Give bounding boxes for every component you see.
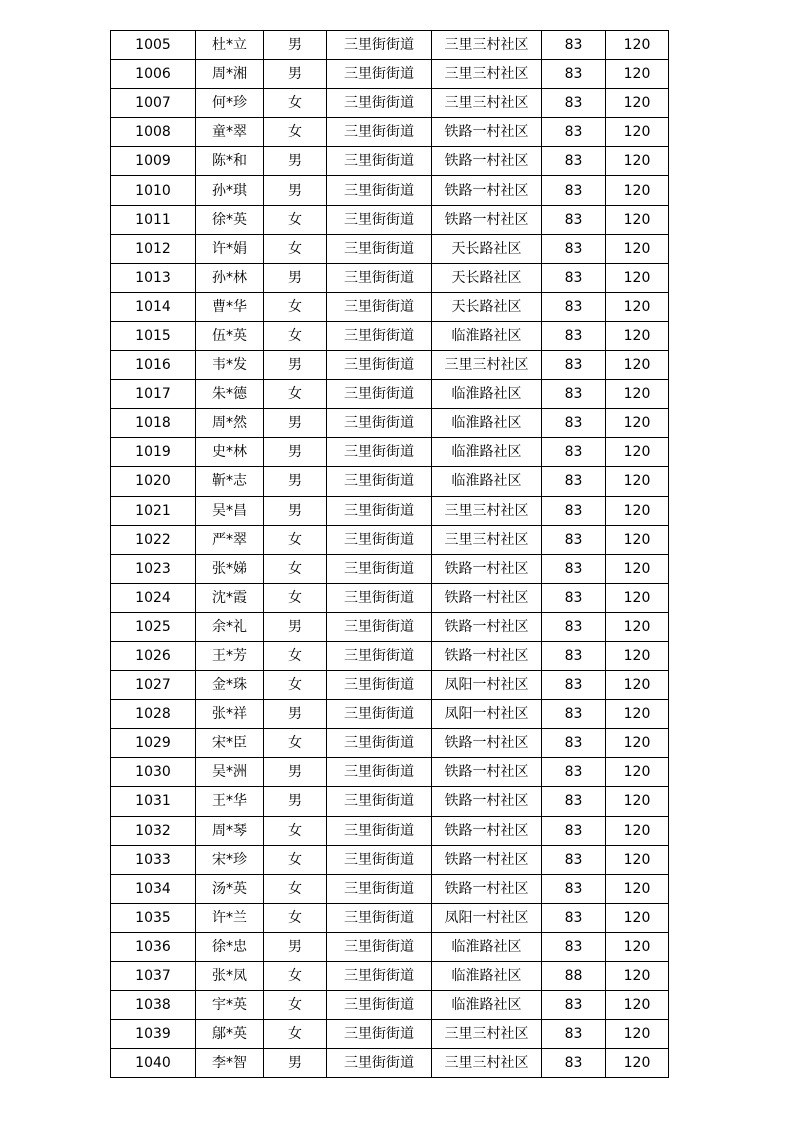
id-cell: 1014 [111, 292, 196, 321]
id-cell: 1022 [111, 525, 196, 554]
name-cell: 汤*英 [196, 874, 264, 903]
name-cell: 徐*忠 [196, 932, 264, 961]
value-cell: 83 [542, 176, 606, 205]
street-cell: 三里街街道 [327, 787, 432, 816]
amount-cell: 120 [606, 234, 669, 263]
street-cell: 三里街街道 [327, 700, 432, 729]
table-row [111, 932, 669, 961]
name-cell: 杜*立 [196, 31, 264, 60]
id-cell: 1031 [111, 787, 196, 816]
gender-cell: 女 [264, 554, 327, 583]
id-cell: 1020 [111, 467, 196, 496]
amount-cell: 120 [606, 816, 669, 845]
gender-cell: 女 [264, 583, 327, 612]
name-cell: 鄔*英 [196, 1020, 264, 1049]
amount-cell: 120 [606, 147, 669, 176]
gender-cell: 男 [264, 438, 327, 467]
community-cell: 天长路社区 [432, 292, 542, 321]
street-cell: 三里街街道 [327, 1020, 432, 1049]
amount-cell: 120 [606, 321, 669, 350]
gender-cell: 女 [264, 118, 327, 147]
gender-cell: 女 [264, 729, 327, 758]
gender-cell: 女 [264, 845, 327, 874]
table-row [111, 583, 669, 612]
street-cell: 三里街街道 [327, 758, 432, 787]
name-cell: 宋*臣 [196, 729, 264, 758]
gender-cell: 男 [264, 700, 327, 729]
street-cell: 三里街街道 [327, 176, 432, 205]
community-cell: 铁路一村社区 [432, 583, 542, 612]
value-cell: 83 [542, 321, 606, 350]
community-cell: 铁路一村社区 [432, 612, 542, 641]
street-cell: 三里街街道 [327, 438, 432, 467]
gender-cell: 男 [264, 176, 327, 205]
street-cell: 三里街街道 [327, 31, 432, 60]
amount-cell: 120 [606, 991, 669, 1020]
value-cell: 83 [542, 263, 606, 292]
street-cell: 三里街街道 [327, 380, 432, 409]
street-cell: 三里街街道 [327, 234, 432, 263]
name-cell: 王*芳 [196, 641, 264, 670]
amount-cell: 120 [606, 438, 669, 467]
street-cell: 三里街街道 [327, 845, 432, 874]
value-cell: 83 [542, 758, 606, 787]
amount-cell: 120 [606, 729, 669, 758]
name-cell: 吴*昌 [196, 496, 264, 525]
table-row [111, 816, 669, 845]
table-row [111, 147, 669, 176]
id-cell: 1025 [111, 612, 196, 641]
gender-cell: 女 [264, 89, 327, 118]
table-row [111, 467, 669, 496]
gender-cell: 女 [264, 205, 327, 234]
name-cell: 许*娟 [196, 234, 264, 263]
gender-cell: 女 [264, 380, 327, 409]
name-cell: 周*琴 [196, 816, 264, 845]
table-row [111, 263, 669, 292]
value-cell: 83 [542, 1049, 606, 1078]
community-cell: 临淮路社区 [432, 467, 542, 496]
table-row [111, 1020, 669, 1049]
id-cell: 1036 [111, 932, 196, 961]
community-cell: 三里三村社区 [432, 60, 542, 89]
gender-cell: 男 [264, 31, 327, 60]
id-cell: 1008 [111, 118, 196, 147]
gender-cell: 男 [264, 60, 327, 89]
gender-cell: 男 [264, 263, 327, 292]
community-cell: 临淮路社区 [432, 438, 542, 467]
value-cell: 83 [542, 525, 606, 554]
community-cell: 三里三村社区 [432, 31, 542, 60]
table-row [111, 671, 669, 700]
amount-cell: 120 [606, 89, 669, 118]
value-cell: 88 [542, 962, 606, 991]
community-cell: 三里三村社区 [432, 1049, 542, 1078]
value-cell: 83 [542, 234, 606, 263]
value-cell: 83 [542, 612, 606, 641]
gender-cell: 女 [264, 962, 327, 991]
name-cell: 周*然 [196, 409, 264, 438]
name-cell: 曹*华 [196, 292, 264, 321]
community-cell: 三里三村社区 [432, 1020, 542, 1049]
value-cell: 83 [542, 351, 606, 380]
amount-cell: 120 [606, 467, 669, 496]
value-cell: 83 [542, 874, 606, 903]
name-cell: 宋*珍 [196, 845, 264, 874]
table-row [111, 991, 669, 1020]
id-cell: 1024 [111, 583, 196, 612]
table-row [111, 496, 669, 525]
community-cell: 铁路一村社区 [432, 787, 542, 816]
id-cell: 1040 [111, 1049, 196, 1078]
name-cell: 张*祥 [196, 700, 264, 729]
amount-cell: 120 [606, 845, 669, 874]
street-cell: 三里街街道 [327, 816, 432, 845]
amount-cell: 120 [606, 554, 669, 583]
community-cell: 铁路一村社区 [432, 554, 542, 583]
value-cell: 83 [542, 554, 606, 583]
name-cell: 许*兰 [196, 903, 264, 932]
amount-cell: 120 [606, 60, 669, 89]
gender-cell: 女 [264, 816, 327, 845]
table-row [111, 525, 669, 554]
table-row [111, 89, 669, 118]
street-cell: 三里街街道 [327, 612, 432, 641]
value-cell: 83 [542, 641, 606, 670]
community-cell: 三里三村社区 [432, 89, 542, 118]
community-cell: 临淮路社区 [432, 991, 542, 1020]
community-cell: 铁路一村社区 [432, 147, 542, 176]
amount-cell: 120 [606, 205, 669, 234]
value-cell: 83 [542, 205, 606, 234]
amount-cell: 120 [606, 903, 669, 932]
community-cell: 铁路一村社区 [432, 118, 542, 147]
community-cell: 三里三村社区 [432, 351, 542, 380]
table-row [111, 1049, 669, 1078]
community-cell: 凤阳一村社区 [432, 700, 542, 729]
street-cell: 三里街街道 [327, 205, 432, 234]
community-cell: 临淮路社区 [432, 321, 542, 350]
table-row [111, 903, 669, 932]
street-cell: 三里街街道 [327, 89, 432, 118]
id-cell: 1039 [111, 1020, 196, 1049]
gender-cell: 男 [264, 787, 327, 816]
name-cell: 周*湘 [196, 60, 264, 89]
value-cell: 83 [542, 118, 606, 147]
table-row [111, 321, 669, 350]
value-cell: 83 [542, 496, 606, 525]
gender-cell: 女 [264, 641, 327, 670]
id-cell: 1028 [111, 700, 196, 729]
amount-cell: 120 [606, 700, 669, 729]
community-cell: 三里三村社区 [432, 496, 542, 525]
id-cell: 1033 [111, 845, 196, 874]
name-cell: 沈*霞 [196, 583, 264, 612]
id-cell: 1013 [111, 263, 196, 292]
name-cell: 张*娣 [196, 554, 264, 583]
amount-cell: 120 [606, 787, 669, 816]
gender-cell: 女 [264, 903, 327, 932]
gender-cell: 男 [264, 758, 327, 787]
street-cell: 三里街街道 [327, 932, 432, 961]
gender-cell: 男 [264, 467, 327, 496]
table-row [111, 205, 669, 234]
value-cell: 83 [542, 845, 606, 874]
amount-cell: 120 [606, 118, 669, 147]
community-cell: 铁路一村社区 [432, 845, 542, 874]
table-row [111, 176, 669, 205]
street-cell: 三里街街道 [327, 263, 432, 292]
street-cell: 三里街街道 [327, 321, 432, 350]
value-cell: 83 [542, 1020, 606, 1049]
gender-cell: 男 [264, 496, 327, 525]
amount-cell: 120 [606, 496, 669, 525]
value-cell: 83 [542, 147, 606, 176]
gender-cell: 女 [264, 874, 327, 903]
table-row [111, 758, 669, 787]
value-cell: 83 [542, 700, 606, 729]
name-cell: 王*华 [196, 787, 264, 816]
id-cell: 1009 [111, 147, 196, 176]
amount-cell: 120 [606, 932, 669, 961]
value-cell: 83 [542, 380, 606, 409]
value-cell: 83 [542, 467, 606, 496]
name-cell: 史*林 [196, 438, 264, 467]
value-cell: 83 [542, 292, 606, 321]
gender-cell: 女 [264, 321, 327, 350]
id-cell: 1011 [111, 205, 196, 234]
id-cell: 1015 [111, 321, 196, 350]
gender-cell: 男 [264, 612, 327, 641]
name-cell: 何*珍 [196, 89, 264, 118]
street-cell: 三里街街道 [327, 991, 432, 1020]
community-cell: 铁路一村社区 [432, 176, 542, 205]
community-cell: 天长路社区 [432, 263, 542, 292]
name-cell: 余*礼 [196, 612, 264, 641]
gender-cell: 女 [264, 292, 327, 321]
id-cell: 1018 [111, 409, 196, 438]
id-cell: 1026 [111, 641, 196, 670]
table-row [111, 380, 669, 409]
id-cell: 1007 [111, 89, 196, 118]
roster-table [110, 30, 669, 1078]
community-cell: 天长路社区 [432, 234, 542, 263]
value-cell: 83 [542, 903, 606, 932]
value-cell: 83 [542, 89, 606, 118]
gender-cell: 女 [264, 991, 327, 1020]
value-cell: 83 [542, 31, 606, 60]
value-cell: 83 [542, 409, 606, 438]
name-cell: 宇*英 [196, 991, 264, 1020]
id-cell: 1021 [111, 496, 196, 525]
gender-cell: 女 [264, 525, 327, 554]
street-cell: 三里街街道 [327, 962, 432, 991]
name-cell: 孙*林 [196, 263, 264, 292]
amount-cell: 120 [606, 351, 669, 380]
value-cell: 83 [542, 932, 606, 961]
table-row [111, 554, 669, 583]
id-cell: 1019 [111, 438, 196, 467]
id-cell: 1029 [111, 729, 196, 758]
community-cell: 临淮路社区 [432, 962, 542, 991]
street-cell: 三里街街道 [327, 496, 432, 525]
street-cell: 三里街街道 [327, 118, 432, 147]
street-cell: 三里街街道 [327, 1049, 432, 1078]
name-cell: 靳*志 [196, 467, 264, 496]
street-cell: 三里街街道 [327, 641, 432, 670]
amount-cell: 120 [606, 874, 669, 903]
name-cell: 李*智 [196, 1049, 264, 1078]
table-row [111, 118, 669, 147]
community-cell: 铁路一村社区 [432, 205, 542, 234]
name-cell: 韦*发 [196, 351, 264, 380]
value-cell: 83 [542, 787, 606, 816]
value-cell: 83 [542, 991, 606, 1020]
name-cell: 伍*英 [196, 321, 264, 350]
id-cell: 1016 [111, 351, 196, 380]
table-row [111, 845, 669, 874]
value-cell: 83 [542, 816, 606, 845]
street-cell: 三里街街道 [327, 292, 432, 321]
street-cell: 三里街街道 [327, 351, 432, 380]
name-cell: 孙*琪 [196, 176, 264, 205]
gender-cell: 女 [264, 671, 327, 700]
gender-cell: 男 [264, 409, 327, 438]
amount-cell: 120 [606, 31, 669, 60]
name-cell: 金*珠 [196, 671, 264, 700]
table-row [111, 351, 669, 380]
street-cell: 三里街街道 [327, 583, 432, 612]
street-cell: 三里街街道 [327, 60, 432, 89]
street-cell: 三里街街道 [327, 903, 432, 932]
table-row [111, 962, 669, 991]
community-cell: 凤阳一村社区 [432, 903, 542, 932]
id-cell: 1010 [111, 176, 196, 205]
amount-cell: 120 [606, 380, 669, 409]
id-cell: 1005 [111, 31, 196, 60]
community-cell: 铁路一村社区 [432, 729, 542, 758]
value-cell: 83 [542, 671, 606, 700]
table-row [111, 438, 669, 467]
street-cell: 三里街街道 [327, 409, 432, 438]
gender-cell: 男 [264, 1049, 327, 1078]
table-row [111, 700, 669, 729]
gender-cell: 女 [264, 1020, 327, 1049]
amount-cell: 120 [606, 612, 669, 641]
street-cell: 三里街街道 [327, 467, 432, 496]
table-row [111, 234, 669, 263]
amount-cell: 120 [606, 1020, 669, 1049]
community-cell: 铁路一村社区 [432, 641, 542, 670]
name-cell: 童*翠 [196, 118, 264, 147]
amount-cell: 120 [606, 409, 669, 438]
street-cell: 三里街街道 [327, 874, 432, 903]
amount-cell: 120 [606, 176, 669, 205]
id-cell: 1032 [111, 816, 196, 845]
table-row [111, 787, 669, 816]
street-cell: 三里街街道 [327, 525, 432, 554]
table-row [111, 874, 669, 903]
table-row [111, 641, 669, 670]
value-cell: 83 [542, 583, 606, 612]
amount-cell: 120 [606, 671, 669, 700]
community-cell: 三里三村社区 [432, 525, 542, 554]
community-cell: 临淮路社区 [432, 409, 542, 438]
table-row [111, 729, 669, 758]
community-cell: 临淮路社区 [432, 932, 542, 961]
id-cell: 1012 [111, 234, 196, 263]
gender-cell: 男 [264, 147, 327, 176]
name-cell: 严*翠 [196, 525, 264, 554]
name-cell: 陈*和 [196, 147, 264, 176]
id-cell: 1035 [111, 903, 196, 932]
table-row [111, 60, 669, 89]
amount-cell: 120 [606, 525, 669, 554]
table-row [111, 292, 669, 321]
amount-cell: 120 [606, 292, 669, 321]
name-cell: 吴*洲 [196, 758, 264, 787]
table-row [111, 612, 669, 641]
community-cell: 铁路一村社区 [432, 874, 542, 903]
name-cell: 徐*英 [196, 205, 264, 234]
table-row [111, 31, 669, 60]
community-cell: 临淮路社区 [432, 380, 542, 409]
amount-cell: 120 [606, 583, 669, 612]
value-cell: 83 [542, 60, 606, 89]
roster-body [111, 31, 669, 1078]
id-cell: 1037 [111, 962, 196, 991]
gender-cell: 男 [264, 932, 327, 961]
gender-cell: 男 [264, 351, 327, 380]
name-cell: 张*凤 [196, 962, 264, 991]
community-cell: 凤阳一村社区 [432, 671, 542, 700]
id-cell: 1027 [111, 671, 196, 700]
id-cell: 1023 [111, 554, 196, 583]
id-cell: 1034 [111, 874, 196, 903]
amount-cell: 120 [606, 1049, 669, 1078]
street-cell: 三里街街道 [327, 147, 432, 176]
amount-cell: 120 [606, 641, 669, 670]
id-cell: 1006 [111, 60, 196, 89]
street-cell: 三里街街道 [327, 671, 432, 700]
community-cell: 铁路一村社区 [432, 758, 542, 787]
id-cell: 1030 [111, 758, 196, 787]
amount-cell: 120 [606, 758, 669, 787]
name-cell: 朱*德 [196, 380, 264, 409]
street-cell: 三里街街道 [327, 554, 432, 583]
gender-cell: 女 [264, 234, 327, 263]
community-cell: 铁路一村社区 [432, 816, 542, 845]
value-cell: 83 [542, 438, 606, 467]
table-row [111, 409, 669, 438]
id-cell: 1038 [111, 991, 196, 1020]
id-cell: 1017 [111, 380, 196, 409]
amount-cell: 120 [606, 263, 669, 292]
street-cell: 三里街街道 [327, 729, 432, 758]
amount-cell: 120 [606, 962, 669, 991]
value-cell: 83 [542, 729, 606, 758]
